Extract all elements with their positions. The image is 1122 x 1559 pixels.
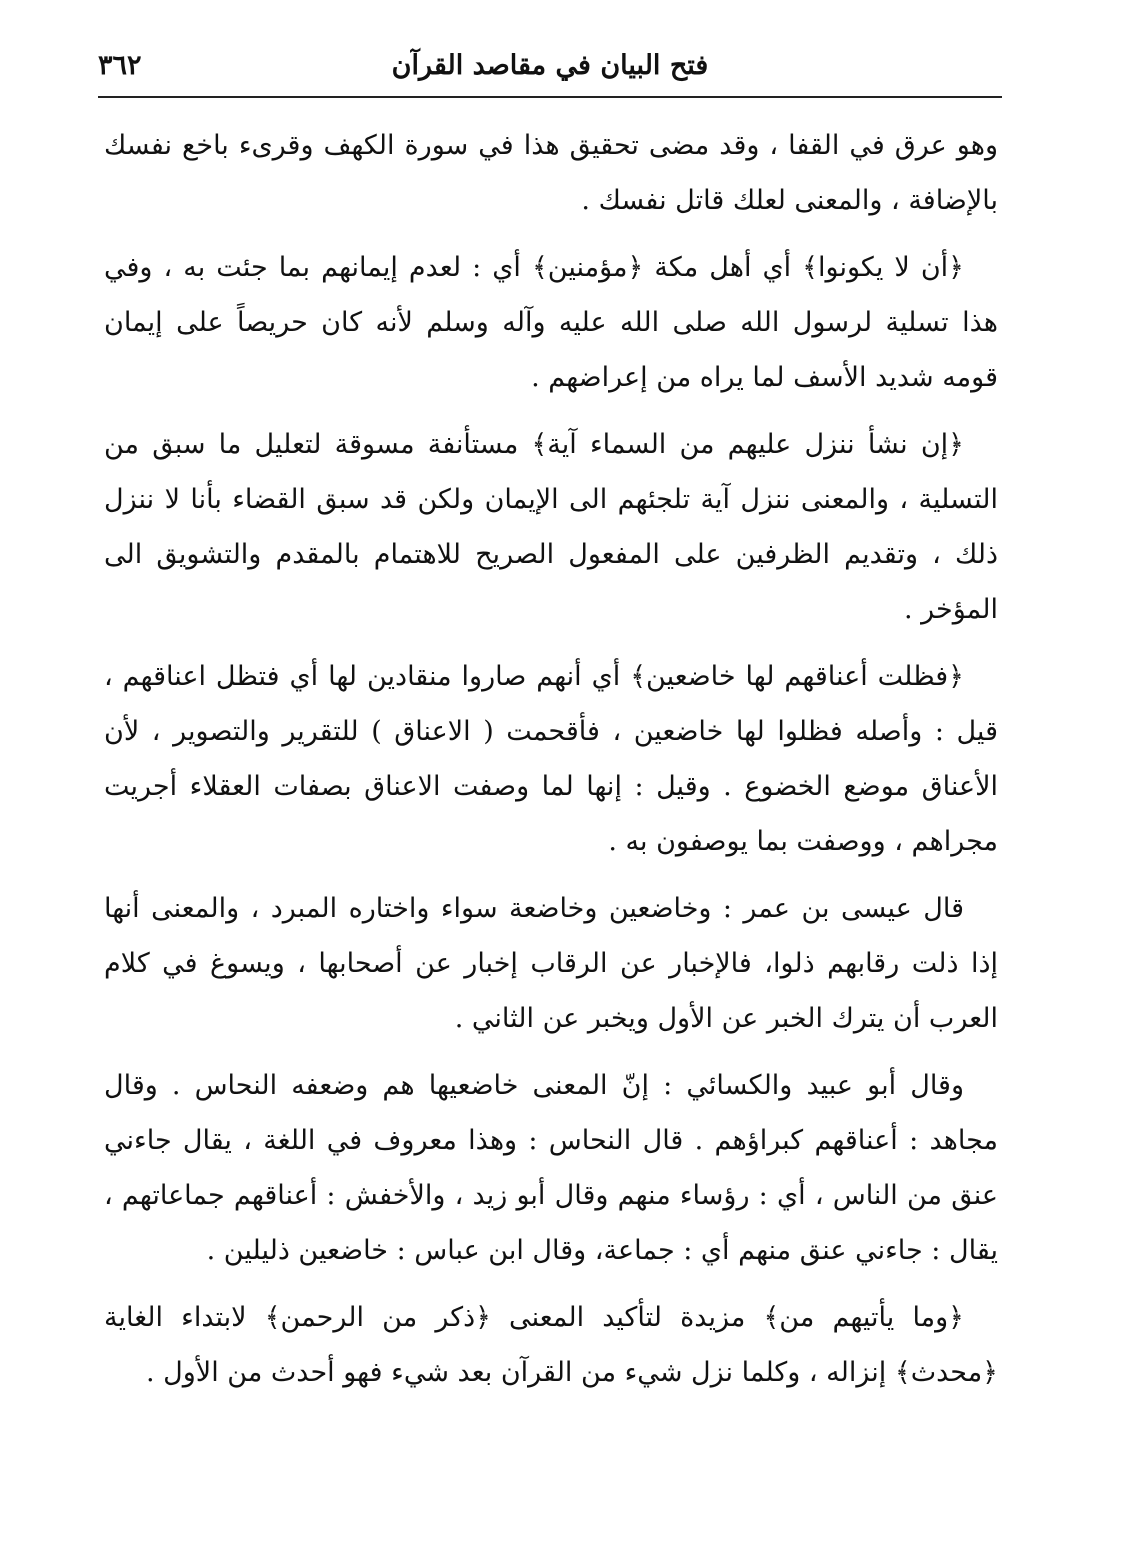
paragraph-6: وقال أبو عبيد والكسائي : إنّ المعنى خاضعيها هم وضعفه النحاس . وقال مجاهد : أعناقهم كبراؤهم . قال النحاس : وهذا معروف في اللغة ، يقال جاءني عنق من الناس ، أي : رؤساء منهم وقال أبو زيد ، والأخفش : أعناقهم جماعاتهم ، يقال : جاءني عنق منهم أي : جماعة، وقال ابن عباس : خاضعين ذليلين . [104,1070,998,1266]
header-rule [98,96,1002,98]
paragraph-1: وهو عرق في القفا ، وقد مضى تحقيق هذا في سورة الكهف وقرىء باخع نفسك بالإضافة ، والمعنى لعلك قاتل نفسك . [104,130,998,216]
paragraph-4: ﴿فظلت أعناقهم لها خاضعين﴾ أي أنهم صاروا منقادين لها أي فتظل اعناقهم ، قيل : وأصله فظلوا لها خاضعين ، فأقحمت ( الاعناق ) للتقرير والتصوير ، لأن الأعناق موضع الخضوع . وقيل : إنها لما وصفت الاعناق بصفات العقلاء أجريت مجراهم ، ووصفت بما يوصفون به . [104,661,998,857]
paragraph-3: ﴿إن نشأ ننزل عليهم من السماء آية﴾ مستأنفة مسوقة لتعليل ما سبق من التسلية ، والمعنى ننزل آية تلجئهم الى الإيمان ولكن قد سبق القضاء بأنا لا ننزل ذلك ، وتقديم الظرفين على المفعول الصريح للاهتمام بالمقدم والتشويق الى المؤخر . [104,429,998,625]
body-text [104,118,998,1412]
page-header [98,44,1002,92]
paragraph-5: قال عيسى بن عمر : وخاضعين وخاضعة سواء واختاره المبرد ، والمعنى أنها إذا ذلت رقابهم ذلوا، فالإخبار عن الرقاب إخبار عن أصحابها ، ويسوغ في كلام العرب أن يترك الخبر عن الأول ويخبر عن الثاني . [104,893,998,1034]
page-number: ٣٦٢ [98,50,142,81]
paragraph-7: ﴿وما يأتيهم من﴾ مزيدة لتأكيد المعنى ﴿ذكر من الرحمن﴾ لابتداء الغاية ﴿محدث﴾ إنزاله ، وكلما نزل شيء من القرآن بعد شيء فهو أحدث من الأول . [104,1302,998,1388]
running-title: فتح البيان في مقاصد القرآن [391,50,709,81]
paragraph-2: ﴿أن لا يكونوا﴾ أي أهل مكة ﴿مؤمنين﴾ أي : لعدم إيمانهم بما جئت به ، وفي هذا تسلية لرسول الله صلى الله عليه وآله وسلم لأنه كان حريصاً على إيمان قومه شديد الأسف لما يراه من إعراضهم . [104,252,998,393]
